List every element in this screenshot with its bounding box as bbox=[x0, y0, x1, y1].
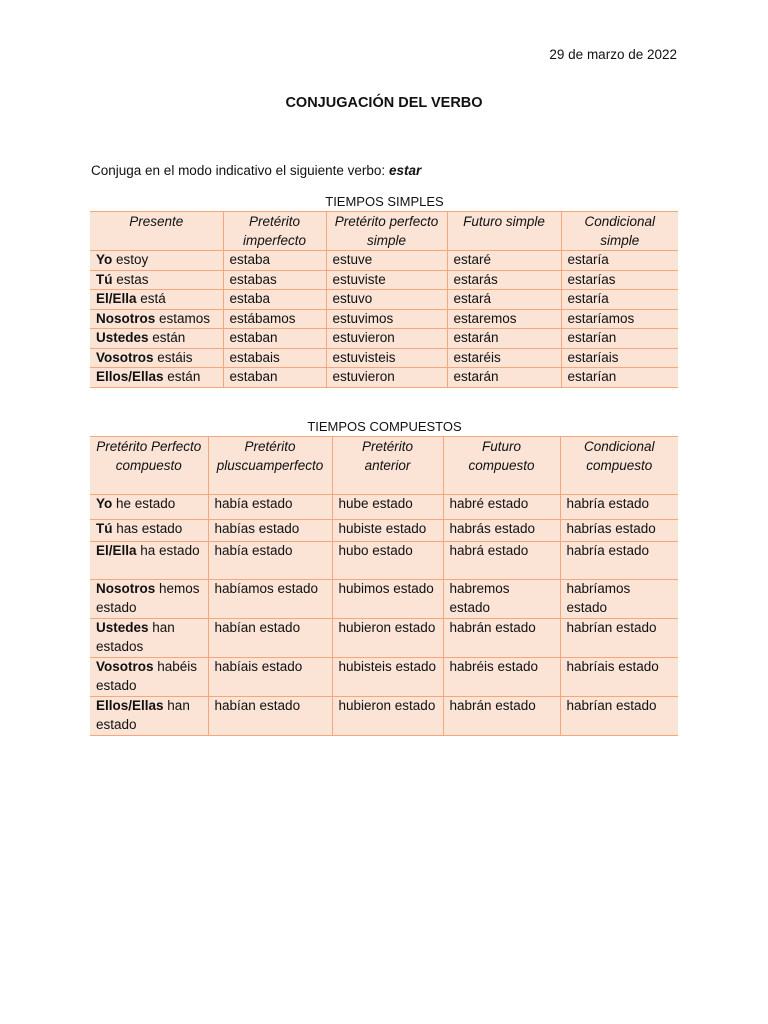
pronoun: El/Ella bbox=[96, 291, 137, 306]
present-form: estáis bbox=[153, 349, 193, 365]
table-row bbox=[90, 329, 678, 349]
conjugation-cell: estarán bbox=[447, 329, 561, 349]
conjugation-cell: estaré bbox=[447, 251, 561, 271]
pronoun: Ustedes bbox=[96, 620, 149, 635]
conjugation-cell: hube estado bbox=[332, 495, 443, 520]
document-date: 29 de marzo de 2022 bbox=[549, 47, 677, 62]
conjugation-cell: habríais estado bbox=[560, 658, 678, 697]
conjugation-cell: hubieron estado bbox=[332, 697, 443, 736]
table-row bbox=[90, 658, 678, 697]
table-row bbox=[90, 270, 678, 290]
table-row bbox=[90, 290, 678, 310]
conjugation-cell: estuvieron bbox=[326, 368, 447, 388]
simple-tenses-table bbox=[90, 211, 678, 388]
present-form: has estado bbox=[112, 521, 183, 536]
table-row bbox=[90, 368, 678, 388]
conjugation-cell: había estado bbox=[208, 542, 332, 580]
conjugation-cell: hubo estado bbox=[332, 542, 443, 580]
conjugation-cell: estaba bbox=[223, 251, 326, 271]
conjugation-cell: habrían estado bbox=[560, 697, 678, 736]
table-row bbox=[90, 495, 678, 520]
column-header: Pretérito pluscuamperfecto bbox=[208, 437, 332, 495]
column-header: Pretérito perfecto simple bbox=[326, 212, 447, 251]
conjugation-cell: habrá estado bbox=[443, 542, 560, 580]
subject-cell bbox=[90, 658, 208, 697]
subject-cell bbox=[90, 697, 208, 736]
conjugation-cell: habrías estado bbox=[560, 520, 678, 542]
subject-cell bbox=[90, 368, 223, 388]
pronoun: Ellos/Ellas bbox=[96, 698, 164, 713]
present-form: ha estado bbox=[136, 543, 200, 558]
pronoun: Vosotros bbox=[96, 349, 154, 365]
conjugation-cell: estaban bbox=[223, 368, 326, 388]
subject-cell bbox=[90, 619, 208, 658]
subject-cell bbox=[90, 329, 223, 349]
conjugation-cell: estaban bbox=[223, 329, 326, 349]
conjugation-cell: hubimos estado bbox=[332, 580, 443, 619]
column-header: Pretérito imperfecto bbox=[223, 212, 326, 251]
present-form: hemos estado bbox=[96, 581, 204, 615]
table-row bbox=[90, 580, 678, 619]
present-form: habéis estado bbox=[96, 659, 201, 693]
column-header: Futuro simple bbox=[447, 212, 561, 251]
conjugation-cell: hubisteis estado bbox=[332, 658, 443, 697]
conjugation-cell: estaréis bbox=[447, 348, 561, 368]
pronoun: Nosotros bbox=[96, 310, 156, 326]
conjugation-cell: estuviste bbox=[326, 270, 447, 290]
present-form: han estados bbox=[96, 620, 179, 654]
conjugation-cell: estará bbox=[447, 290, 561, 310]
conjugation-cell: estaría bbox=[561, 251, 678, 271]
document-title: CONJUGACIÓN DEL VERBO bbox=[285, 95, 483, 111]
present-form: estamos bbox=[155, 310, 211, 326]
conjugation-cell: habías estado bbox=[208, 520, 332, 542]
present-form: están bbox=[148, 330, 186, 345]
conjugation-cell: hubiste estado bbox=[332, 520, 443, 542]
table-row bbox=[90, 619, 678, 658]
table-row bbox=[90, 309, 678, 329]
conjugation-cell: habían estado bbox=[208, 619, 332, 658]
instruction bbox=[91, 163, 421, 178]
conjugation-cell: estarán bbox=[447, 368, 561, 388]
conjugation-cell: estaremos bbox=[447, 309, 561, 329]
conjugation-cell: habrás estado bbox=[443, 520, 560, 542]
compound-tenses-table bbox=[90, 436, 678, 736]
conjugation-cell: habíais estado bbox=[208, 658, 332, 697]
table-row bbox=[90, 542, 678, 580]
table-row bbox=[90, 348, 678, 368]
present-form: han estado bbox=[96, 698, 194, 732]
conjugation-cell: estabais bbox=[223, 348, 326, 368]
conjugation-cell: había estado bbox=[208, 495, 332, 520]
simple-tenses-caption: TIEMPOS SIMPLES bbox=[325, 194, 444, 209]
conjugation-cell: habré estado bbox=[443, 495, 560, 520]
conjugation-cell: habríamos estado bbox=[560, 580, 678, 619]
subject-cell bbox=[90, 270, 223, 290]
table-header-row bbox=[90, 212, 678, 251]
conjugation-cell: estarás bbox=[447, 270, 561, 290]
conjugation-cell: estuvisteis bbox=[326, 348, 447, 368]
pronoun: Ustedes bbox=[96, 330, 149, 345]
conjugation-cell: habremos estado bbox=[443, 580, 560, 619]
conjugation-cell: habréis estado bbox=[443, 658, 560, 697]
column-header: Pretérito Perfecto compuesto bbox=[90, 437, 208, 495]
column-header: Condicional simple bbox=[561, 212, 678, 251]
pronoun: Nosotros bbox=[96, 581, 156, 596]
present-form: he estado bbox=[112, 496, 176, 511]
table-row bbox=[90, 251, 678, 271]
pronoun: Yo bbox=[96, 252, 113, 267]
subject-cell bbox=[90, 290, 223, 310]
pronoun: Tú bbox=[96, 271, 113, 287]
conjugation-cell: estábamos bbox=[223, 309, 326, 329]
column-header: Futuro compuesto bbox=[443, 437, 560, 495]
conjugation-cell: habíamos estado bbox=[208, 580, 332, 619]
subject-cell bbox=[90, 580, 208, 619]
conjugation-cell: estarías bbox=[561, 270, 678, 290]
conjugation-cell: estabas bbox=[223, 270, 326, 290]
table-header-row bbox=[90, 437, 678, 495]
pronoun: Vosotros bbox=[96, 659, 154, 674]
present-form: estas bbox=[112, 271, 149, 287]
column-header: Condicional compuesto bbox=[560, 437, 678, 495]
conjugation-cell: estuve bbox=[326, 251, 447, 271]
conjugation-cell: estaríamos bbox=[561, 309, 678, 329]
compound-tenses-caption: TIEMPOS COMPUESTOS bbox=[307, 419, 462, 434]
table-row bbox=[90, 520, 678, 542]
pronoun: Ellos/Ellas bbox=[96, 369, 164, 384]
conjugation-cell: hubieron estado bbox=[332, 619, 443, 658]
conjugation-cell: estaba bbox=[223, 290, 326, 310]
conjugation-cell: estuvimos bbox=[326, 309, 447, 329]
pronoun: Yo bbox=[96, 496, 113, 511]
conjugation-cell: estuvo bbox=[326, 290, 447, 310]
conjugation-cell: estuvieron bbox=[326, 329, 447, 349]
instruction-text: Conjuga en el modo indicativo el siguiente verbo: bbox=[91, 163, 389, 178]
pronoun: El/Ella bbox=[96, 543, 137, 558]
conjugation-cell: estaría bbox=[561, 290, 678, 310]
present-form: están bbox=[163, 369, 201, 384]
subject-cell bbox=[90, 495, 208, 520]
subject-cell bbox=[90, 251, 223, 271]
conjugation-cell: habrían estado bbox=[560, 619, 678, 658]
conjugation-cell: habían estado bbox=[208, 697, 332, 736]
column-header: Pretérito anterior bbox=[332, 437, 443, 495]
conjugation-cell: habrán estado bbox=[443, 697, 560, 736]
table-row bbox=[90, 697, 678, 736]
conjugation-cell: estarían bbox=[561, 329, 678, 349]
instruction-verb: estar bbox=[388, 163, 422, 178]
column-header: Presente bbox=[90, 212, 223, 251]
pronoun: Tú bbox=[96, 521, 113, 536]
conjugation-cell: habrán estado bbox=[443, 619, 560, 658]
subject-cell bbox=[90, 542, 208, 580]
subject-cell bbox=[90, 520, 208, 542]
conjugation-cell: estarían bbox=[561, 368, 678, 388]
subject-cell bbox=[90, 309, 223, 329]
conjugation-cell: habría estado bbox=[560, 495, 678, 520]
subject-cell bbox=[90, 348, 223, 368]
present-form: estoy bbox=[112, 252, 149, 267]
conjugation-cell: estaríais bbox=[561, 348, 678, 368]
present-form: está bbox=[136, 291, 166, 306]
conjugation-cell: habría estado bbox=[560, 542, 678, 580]
